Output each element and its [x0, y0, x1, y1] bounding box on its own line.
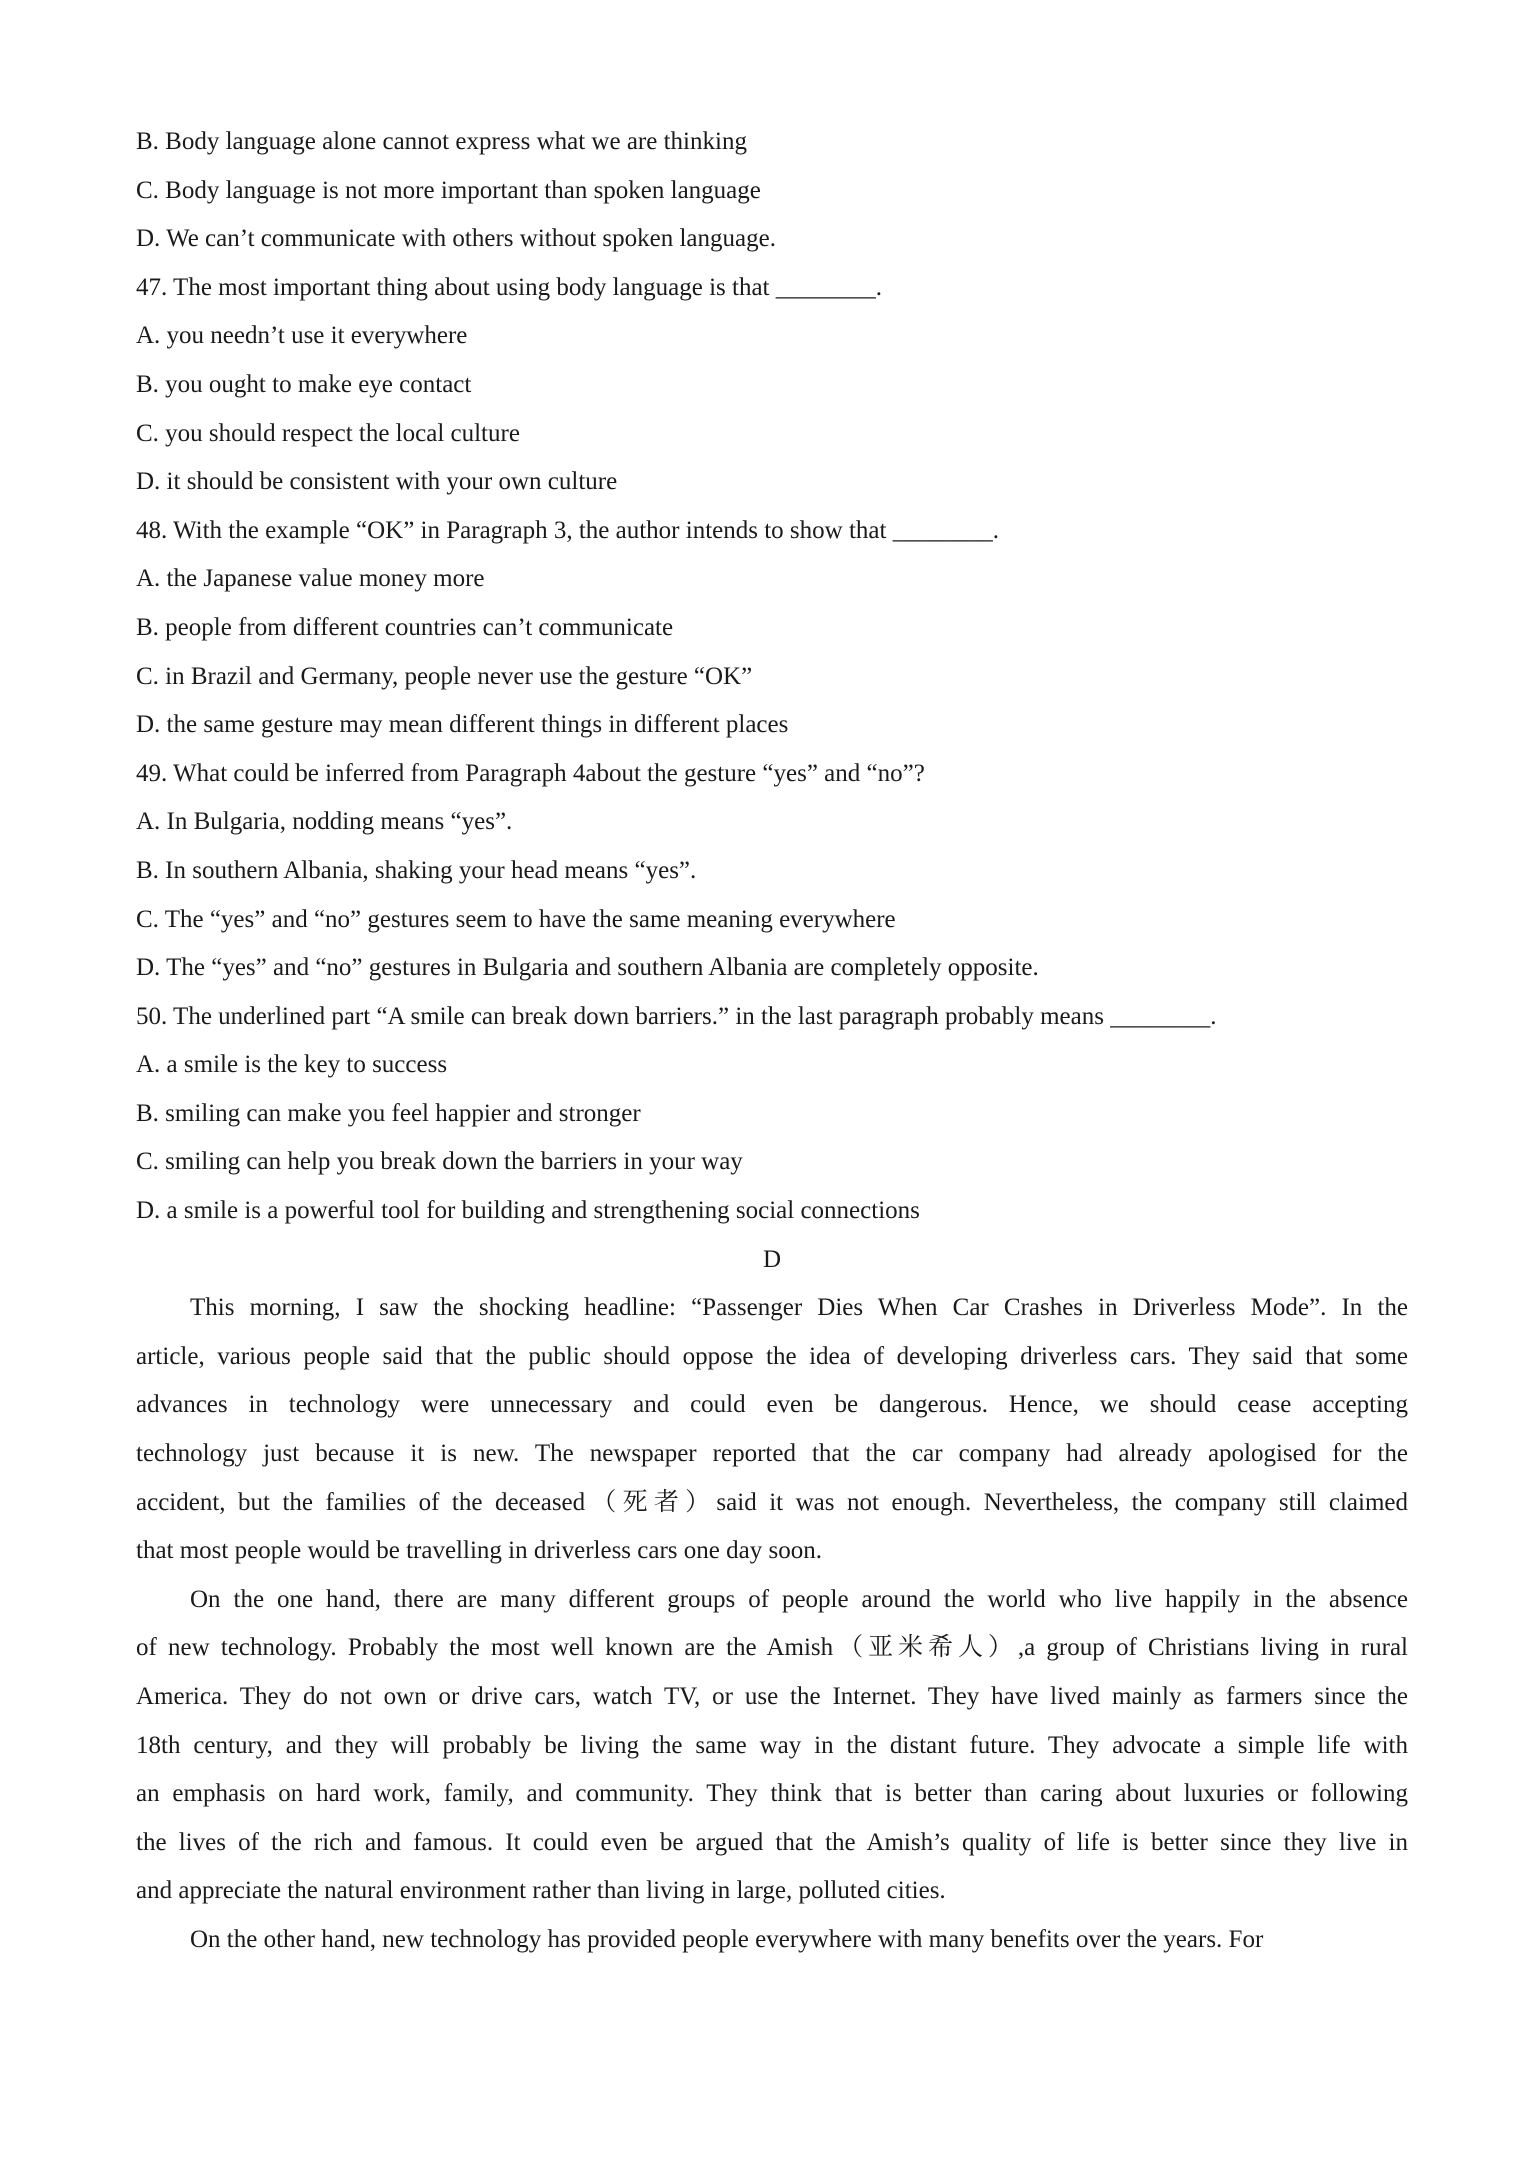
paragraph-1-line: that most people would be travelling in driverless cars one day soon.: [136, 1537, 822, 1565]
paragraph-2-line: an emphasis on hard work, family, and community. They think that is better than caring about luxuries or following: [136, 1780, 1408, 1808]
section-d-heading: D: [762, 1245, 782, 1273]
q49-option-b: B. In southern Albania, shaking your head means “yes”.: [136, 856, 697, 884]
paragraph-3-line: On the other hand, new technology has provided people everywhere with many benefits over the years. For: [190, 1925, 1264, 1953]
paragraph-1-line: accident, but the families of the deceased（死者）said it was not enough. Nevertheless, the company still claimed: [136, 1488, 1408, 1516]
passage-paragraph-2: [136, 1576, 1408, 1916]
q47-option-c: C. you should respect the local culture: [136, 419, 520, 447]
q49-stem: 49. What could be inferred from Paragraph 4about the gesture “yes” and “no”?: [136, 759, 925, 787]
q50-option-c: C. smiling can help you break down the barriers in your way: [136, 1148, 743, 1176]
q48-option-d: D. the same gesture may mean different things in different places: [136, 711, 789, 739]
exam-page-content: [136, 118, 1408, 1965]
q46-option-d: D. We can’t communicate with others without spoken language.: [136, 225, 776, 253]
q47-option-b: B. you ought to make eye contact: [136, 370, 472, 398]
passage-paragraph-3: [136, 1916, 1408, 1965]
q49-option-d: D. The “yes” and “no” gestures in Bulgaria and southern Albania are completely opposite.: [136, 954, 1039, 982]
paragraph-1-line: article, various people said that the public should oppose the idea of developing driverless cars. They said that some: [136, 1342, 1408, 1370]
q47-option-a: A. you needn’t use it everywhere: [136, 322, 468, 350]
q48-option-b: B. people from different countries can’t communicate: [136, 613, 674, 641]
paragraph-2-line: the lives of the rich and famous. It could even be argued that the Amish’s quality of life is better since they live in: [136, 1828, 1408, 1856]
paragraph-1-line: This morning, I saw the shocking headline: “Passenger Dies When Car Crashes in Driverless Mode”. In the: [190, 1294, 1408, 1322]
q50-option-d: D. a smile is a powerful tool for building and strengthening social connections: [136, 1197, 920, 1225]
paragraph-2-line: 18th century, and they will probably be living the same way in the distant future. They advocate a simple life with: [136, 1731, 1408, 1759]
paragraph-2-line: and appreciate the natural environment rather than living in large, polluted cities.: [136, 1877, 946, 1905]
q48-stem: 48. With the example “OK” in Paragraph 3, the author intends to show that ________.: [136, 516, 999, 544]
q48-option-a: A. the Japanese value money more: [136, 565, 485, 593]
q47-stem: 47. The most important thing about using body language is that ________.: [136, 273, 882, 301]
paragraph-1-line: advances in technology were unnecessary and could even be dangerous. Hence, we should cease accepting: [136, 1391, 1408, 1419]
q49-option-a: A. In Bulgaria, nodding means “yes”.: [136, 808, 513, 836]
paragraph-1-line: technology just because it is new. The newspaper reported that the car company had already apologised for the: [136, 1440, 1408, 1468]
paragraph-2-line: America. They do not own or drive cars, watch TV, or use the Internet. They have lived mainly as farmers since the: [136, 1683, 1408, 1710]
passage-paragraph-1: [136, 1284, 1408, 1576]
q50-stem: 50. The underlined part “A smile can break down barriers.” in the last paragraph probably means ________.: [136, 1002, 1217, 1030]
paragraph-2-line: On the one hand, there are many different groups of people around the world who live happily in the absence: [190, 1585, 1408, 1613]
q47-option-d: D. it should be consistent with your own culture: [136, 468, 618, 496]
q46-option-c: C. Body language is not more important than spoken language: [136, 176, 761, 204]
q50-option-b: B. smiling can make you feel happier and stronger: [136, 1099, 641, 1127]
q49-option-c: C. The “yes” and “no” gestures seem to have the same meaning everywhere: [136, 905, 896, 933]
q46-option-b: B. Body language alone cannot express what we are thinking: [136, 128, 747, 155]
q48-option-c: C. in Brazil and Germany, people never use the gesture “OK”: [136, 662, 753, 690]
q50-option-a: A. a smile is the key to success: [136, 1051, 448, 1079]
paragraph-2-line: of new technology. Probably the most well known are the Amish（亚米希人）,a group of Christians living in rural: [136, 1634, 1408, 1662]
